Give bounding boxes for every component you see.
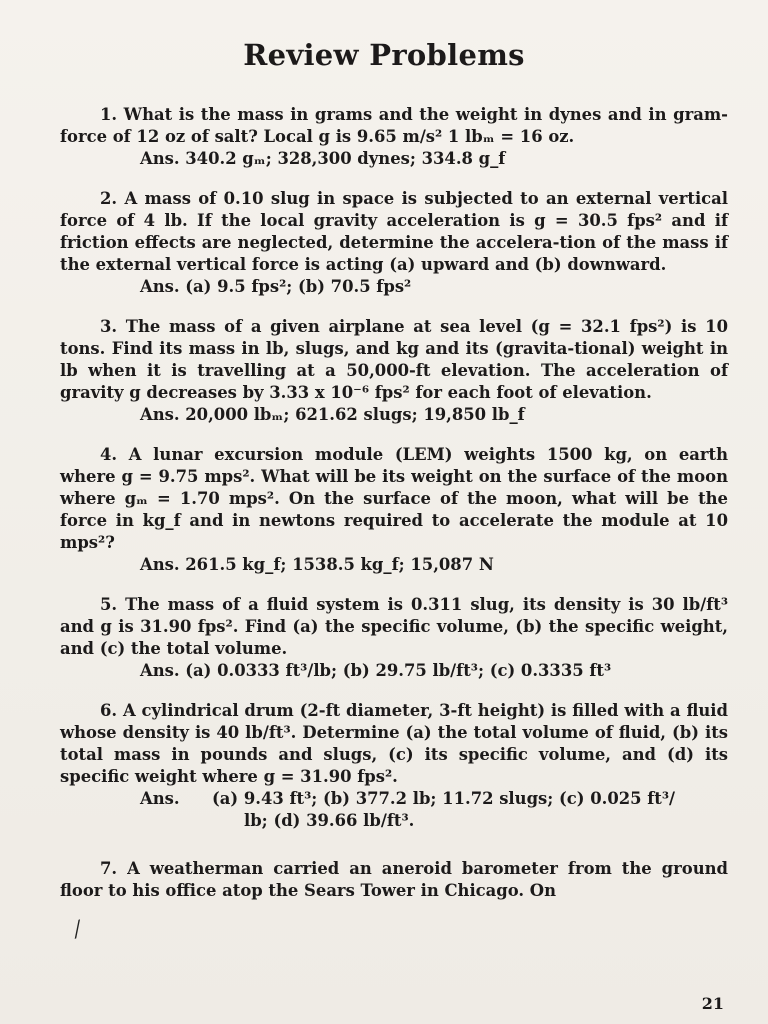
- problem-text: 4. A lunar excursion module (LEM) weights 1500 kg, on earth where g = 9.75 mps². What will be its weight on the surface of the moon where gₘ = 1.70 mps². On the surface of the moon, what will be the force in kg_f and in newtons required to accelerate the module at 10 mps²?: [60, 445, 728, 552]
- problem-text: 7. A weatherman carried an aneroid barometer from the ground floor to his office atop the Sears Tower in Chicago. On: [60, 859, 728, 900]
- problem-4: [60, 444, 728, 576]
- problem-list: [60, 104, 728, 920]
- pencil-check-mark-icon: ⁄: [71, 918, 84, 943]
- problem-7: [60, 858, 728, 902]
- problem-5: [60, 594, 728, 682]
- problem-6: [60, 700, 728, 832]
- answer-label: Ans.: [140, 789, 180, 808]
- answer-text: [212, 788, 728, 832]
- problem-answer: Ans. (a) 0.0333 ft³/lb; (b) 29.75 lb/ft³; (c) 0.3335 ft³: [140, 661, 612, 680]
- problem-answer: [60, 788, 728, 832]
- problem-3: [60, 316, 728, 426]
- problem-text: 6. A cylindrical drum (2-ft diameter, 3-ft height) is filled with a fluid whose density is 40 lb/ft³. Determine (a) the total volume of fluid, (b) its total mass in pounds and slugs, (c) its specific volume, and (d) its specific weight where g = 31.90 fps².: [60, 701, 728, 786]
- problem-answer: Ans. (a) 9.5 fps²; (b) 70.5 fps²: [140, 277, 412, 296]
- problem-answer: Ans. 20,000 lbₘ; 621.62 slugs; 19,850 lb_f: [140, 405, 525, 424]
- page-title: Review Problems: [243, 38, 525, 72]
- problem-1: [60, 104, 728, 170]
- answer-line-1: (a) 9.43 ft³; (b) 377.2 lb; 11.72 slugs; (c) 0.025 ft³/: [212, 789, 676, 808]
- page-number: 21: [701, 994, 724, 1013]
- problem-text: 5. The mass of a fluid system is 0.311 slug, its density is 30 lb/ft³ and g is 31.90 fps². Find (a) the specific volume, (b) the specific weight, and (c) the total volume.: [60, 595, 728, 658]
- problem-text: 3. The mass of a given airplane at sea level (g = 32.1 fps²) is 10 tons. Find its mass in lb, slugs, and kg and its (gravita-tional) weight in lb when it is travelling at a 50,000-ft elevation. The acceleration of gravity g decreases by 3.33 x 10⁻⁶ fps² for each foot of elevation.: [60, 317, 728, 402]
- problem-text: 2. A mass of 0.10 slug in space is subjected to an external vertical force of 4 lb. If the local gravity acceleration is g = 30.5 fps² and if friction effects are neglected, determine the accelera-tion of the mass if the external vertical force is acting (a) upward and (b) downward.: [60, 189, 728, 274]
- problem-2: [60, 188, 728, 298]
- problem-text: 1. What is the mass in grams and the weight in dynes and in gram-force of 12 oz of salt? Local g is 9.65 m/s² 1 lbₘ = 16 oz.: [60, 105, 728, 146]
- problem-answer: Ans. 261.5 kg_f; 1538.5 kg_f; 15,087 N: [140, 555, 494, 574]
- problem-answer: Ans. 340.2 gₘ; 328,300 dynes; 334.8 g_f: [140, 149, 506, 168]
- answer-line-2: lb; (d) 39.66 lb/ft³.: [244, 811, 415, 830]
